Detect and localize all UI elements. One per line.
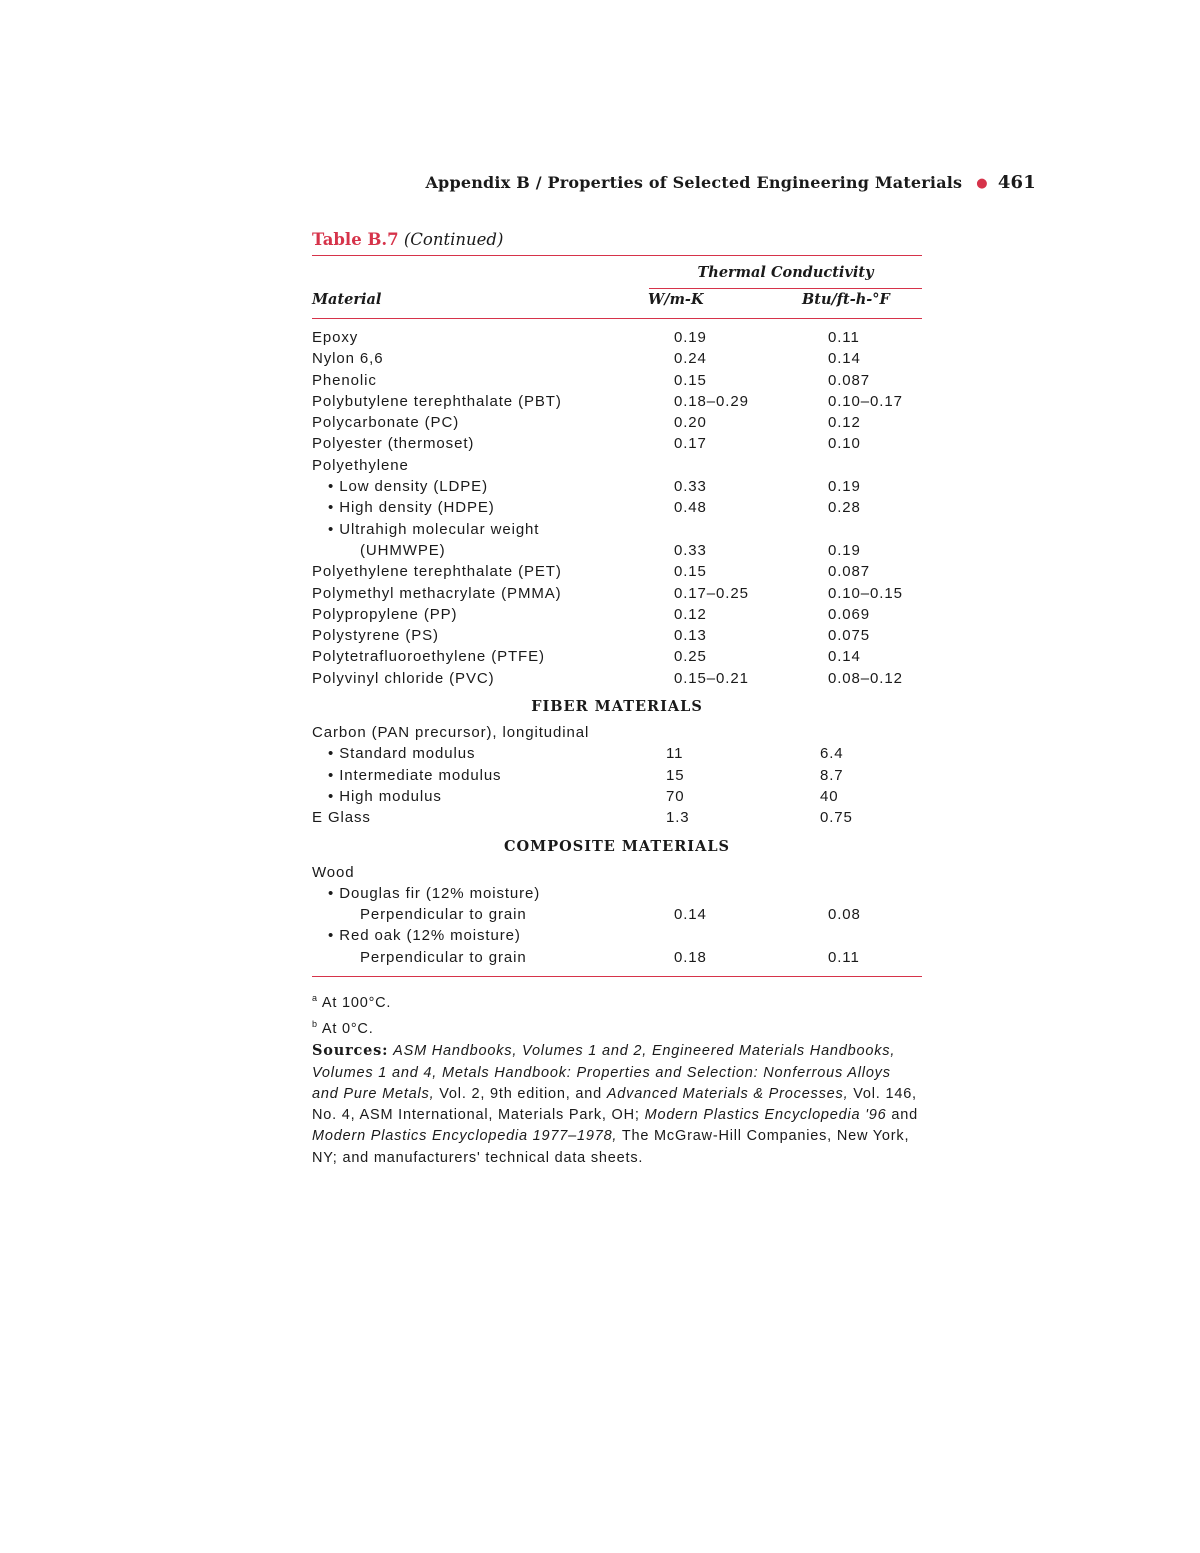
- us-value-cell: 0.14: [828, 350, 861, 368]
- material-cell: • Standard modulus: [328, 745, 476, 763]
- table-row: [312, 519, 922, 540]
- us-value-cell: 0.08: [828, 906, 861, 924]
- footnote-b-mark: b: [312, 1019, 318, 1030]
- us-value-cell: 0.19: [828, 541, 861, 559]
- running-head-title: Appendix B / Properties of Selected Engineering Materials: [425, 173, 963, 192]
- table-row: [312, 583, 922, 604]
- footnote-b-text: At 0°C.: [321, 1020, 374, 1037]
- material-cell: Polymethyl methacrylate (PMMA): [312, 584, 562, 602]
- table-row: [312, 925, 922, 946]
- si-value-cell: 0.15: [674, 563, 707, 581]
- si-value-cell: 0.12: [674, 605, 707, 623]
- us-value-cell: 0.08–0.12: [828, 669, 903, 687]
- material-cell: Phenolic: [312, 371, 377, 389]
- group-rule: [649, 288, 922, 289]
- fibers-group: [312, 722, 922, 828]
- material-cell: Epoxy: [312, 329, 359, 346]
- si-value-cell: 0.17–0.25: [674, 584, 749, 602]
- si-value-cell: 70: [666, 787, 685, 805]
- running-head: [425, 172, 1036, 193]
- us-value-cell: 0.069: [828, 605, 871, 623]
- us-value-cell: 0.075: [828, 627, 871, 645]
- table-row: [312, 540, 922, 561]
- us-value-cell: 0.28: [828, 499, 861, 517]
- table-row: [312, 412, 922, 433]
- table-row: [312, 391, 922, 412]
- us-value-cell: 6.4: [820, 745, 844, 763]
- us-value-cell: 0.11: [828, 948, 860, 966]
- table-row: [312, 455, 922, 476]
- source-4: Vol. 146, No. 4, ASM International, Materials Park, OH;: [312, 1085, 917, 1124]
- material-cell: • High density (HDPE): [328, 499, 495, 517]
- polymers-group: [312, 327, 922, 689]
- table-row: [312, 497, 922, 518]
- material-cell: Nylon 6,6: [312, 350, 384, 368]
- table-row: [312, 668, 922, 689]
- material-cell: • Intermediate modulus: [328, 766, 502, 784]
- us-value-cell: 40: [820, 787, 839, 805]
- composite-heading: COMPOSITE MATERIALS: [503, 837, 730, 855]
- material-cell: Carbon (PAN precursor), longitudinal: [312, 724, 590, 742]
- material-cell: Polyethylene terephthalate (PET): [312, 563, 562, 581]
- material-cell: Polystyrene (PS): [312, 627, 439, 645]
- material-cell: Polytetrafluoroethylene (PTFE): [312, 648, 545, 666]
- material-cell: Polypropylene (PP): [312, 605, 458, 623]
- source-8: The McGraw-Hill Companies, New York, NY; and manufacturers' technical data sheets.: [312, 1128, 910, 1166]
- si-value-cell: 0.13: [674, 627, 707, 645]
- material-cell: Polycarbonate (PC): [312, 414, 460, 432]
- page-number: 461: [997, 172, 1036, 193]
- sources-label: Sources:: [312, 1042, 389, 1060]
- bullet-icon: ●: [976, 176, 988, 191]
- table-row: [312, 646, 922, 667]
- footnote-b: [312, 1014, 922, 1040]
- table-row: [312, 765, 922, 786]
- table-row: [312, 476, 922, 497]
- material-cell: Polyester (thermoset): [312, 435, 475, 453]
- table-row: [312, 743, 922, 764]
- si-value-cell: 0.17: [674, 435, 707, 453]
- material-cell: Perpendicular to grain: [360, 948, 527, 966]
- material-cell: Polybutylene terephthalate (PBT): [312, 392, 562, 410]
- table-row: [312, 883, 922, 904]
- us-value-cell: 0.19: [828, 478, 861, 496]
- table-continued: (Continued): [403, 230, 504, 249]
- footnote-a-text: At 100°C.: [321, 994, 392, 1011]
- us-value-cell: 0.10–0.17: [828, 392, 903, 410]
- us-value-cell: 0.75: [820, 809, 853, 827]
- si-value-cell: 0.20: [674, 414, 707, 432]
- si-value-cell: 0.25: [674, 648, 707, 666]
- us-value-cell: 0.11: [828, 329, 860, 346]
- us-value-cell: 0.10–0.15: [828, 584, 903, 602]
- material-cell: • Low density (LDPE): [328, 478, 488, 496]
- footnotes: [312, 988, 922, 1169]
- source-1: ASM Handbooks, Volumes 1 and 2, Engineered Materials Handbooks, Volumes 1 and 4, Metals Handbook: Properties and Selection: Nonferrous Alloys and Pure Metals,: [312, 1043, 896, 1102]
- col-header-us: Btu/ft-h-°F: [802, 291, 890, 308]
- source-7: Modern Plastics Encyclopedia 1977–1978,: [312, 1128, 618, 1145]
- source-6: and: [891, 1107, 918, 1124]
- table-row: [312, 327, 922, 348]
- us-value-cell: 0.087: [828, 371, 871, 389]
- material-cell: E Glass: [312, 809, 371, 827]
- table-row: [312, 433, 922, 454]
- footnote-a-mark: a: [312, 993, 318, 1003]
- material-cell: Perpendicular to grain: [360, 906, 527, 924]
- source-3: Advanced Materials & Processes,: [606, 1085, 849, 1102]
- material-cell: • High modulus: [328, 787, 442, 805]
- us-value-cell: 0.087: [828, 563, 871, 581]
- material-cell: (UHMWPE): [360, 541, 446, 559]
- table-row: [312, 722, 922, 743]
- table-row: [312, 862, 922, 883]
- table-header: [312, 256, 922, 318]
- si-value-cell: 0.33: [674, 478, 707, 496]
- table-row: [312, 786, 922, 807]
- material-cell: • Red oak (12% moisture): [328, 927, 521, 945]
- fiber-heading: FIBER MATERIALS: [531, 698, 703, 716]
- us-value-cell: 8.7: [820, 766, 844, 784]
- si-value-cell: 15: [666, 766, 685, 784]
- si-value-cell: 0.19: [674, 329, 707, 346]
- table-row: [312, 370, 922, 391]
- us-value-cell: 0.14: [828, 648, 861, 666]
- table-body: [312, 319, 922, 968]
- si-value-cell: 0.15–0.21: [674, 669, 749, 687]
- table-row: [312, 604, 922, 625]
- si-value-cell: 11: [666, 745, 684, 763]
- composites-group: [312, 862, 922, 968]
- bottom-rule: [312, 976, 922, 977]
- table-label: Table B.7: [312, 230, 399, 249]
- us-value-cell: 0.10: [828, 435, 861, 453]
- footnote-a: [312, 988, 922, 1014]
- sources: [312, 1040, 922, 1169]
- si-value-cell: 0.33: [674, 541, 707, 559]
- si-value-cell: 0.18–0.29: [674, 392, 749, 410]
- table-row: [312, 807, 922, 828]
- table-row: [312, 625, 922, 646]
- si-value-cell: 0.15: [674, 371, 707, 389]
- table-b7: [312, 229, 922, 977]
- material-cell: • Douglas fir (12% moisture): [328, 884, 541, 902]
- material-cell: Polyethylene: [312, 456, 409, 474]
- group-header: Thermal Conductivity: [697, 264, 874, 281]
- table-row: [312, 904, 922, 925]
- table-title: [312, 229, 922, 255]
- si-value-cell: 0.48: [674, 499, 707, 517]
- us-value-cell: 0.12: [828, 414, 861, 432]
- source-5: Modern Plastics Encyclopedia '96: [644, 1107, 887, 1124]
- table-row: [312, 947, 922, 968]
- si-value-cell: 0.14: [674, 906, 707, 924]
- si-value-cell: 0.24: [674, 350, 707, 368]
- si-value-cell: 1.3: [666, 809, 690, 827]
- material-cell: • Ultrahigh molecular weight: [328, 520, 540, 538]
- table-row: [312, 348, 922, 369]
- material-cell: Wood: [312, 863, 355, 881]
- table-row: [312, 561, 922, 582]
- si-value-cell: 0.18: [674, 948, 707, 966]
- material-cell: Polyvinyl chloride (PVC): [312, 669, 495, 687]
- col-header-material: Material: [312, 291, 382, 308]
- col-header-si: W/m-K: [648, 291, 704, 308]
- source-2: Vol. 2, 9th edition, and: [439, 1085, 602, 1102]
